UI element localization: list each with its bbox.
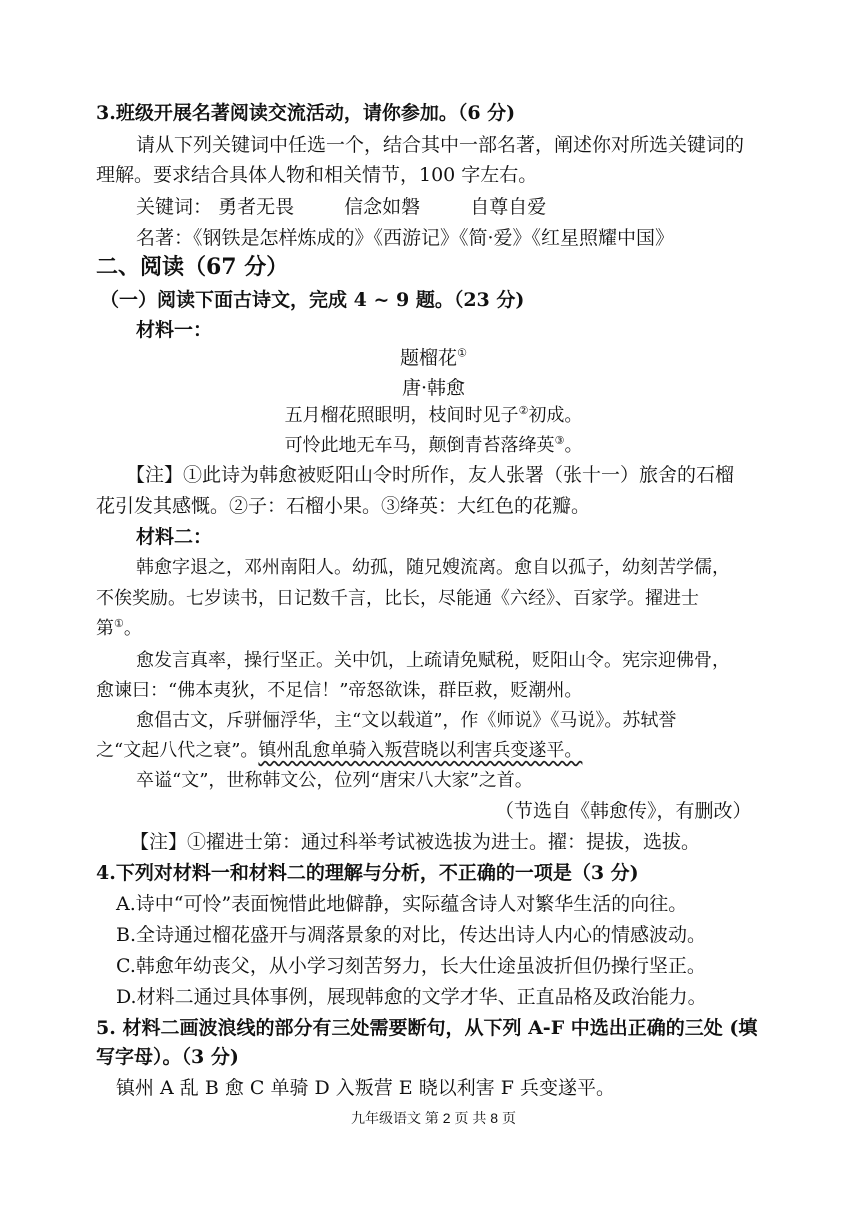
poem-line-1: 五月榴花照眼明，枝间时见子②初成。: [284, 404, 583, 426]
page-footer: 九年级语文 第 2 页 共 8 页: [351, 1110, 516, 1126]
q4-option-b: B.全诗通过榴花盛开与凋落景象的对比，传达出诗人内心的情感波动。: [116, 924, 707, 946]
material-2-label: 材料二：: [136, 526, 213, 548]
wavy-underlined-sentence: 镇州乱愈单骑入叛营晓以利害兵变遂平。: [258, 740, 583, 761]
q3-books: 名著：《钢铁是怎样炼成的》《西游记》《简·爱》《红星照耀中国》: [136, 227, 675, 249]
poem-line-2: 可怜此地无车马，颠倒青苔落绛英③。: [284, 434, 583, 456]
q3-title: 3.班级开展名著阅读交流活动，请你参加。（6 分): [96, 102, 516, 124]
q5-segmentation-line: 镇州 A 乱 B 愈 C 单骑 D 入叛营 E 晓以利害 F 兵变遂平。: [116, 1077, 615, 1099]
m2-p3-line1: 愈倡古文，斥骈俪浮华，主“文以载道”，作《师说》《马说》。苏轼誉: [136, 710, 677, 731]
m2-p1-line1: 韩愈字退之，邓州南阳人。幼孤，随兄嫂流离。愈自以孤子，幼刻苦学儒，: [136, 557, 730, 578]
q5-title-line2: 写字母）。（3 分): [96, 1046, 239, 1068]
keyword-1: 勇者无畏: [218, 196, 295, 218]
m2-p2-line2: 愈谏曰：“佛本夷狄，不足信！”帝怒欲诛，群臣救，贬潮州。: [96, 680, 583, 701]
section-2-title: 二、阅读（67 分）: [96, 254, 289, 280]
m2-p2-line1: 愈发言真率，操行坚正。关中饥，上疏请免赋税，贬阳山令。宪宗迎佛骨，: [136, 650, 730, 671]
poem-title: 题榴花①: [400, 346, 467, 369]
q3-prompt-line1: 请从下列关键词中任选一个，结合其中一部名著，阐述你对所选关键词的: [136, 134, 745, 156]
q5-title-line1: 5. 材料二画波浪线的部分有三处需要断句，从下列 A-F 中选出正确的三处 (填: [96, 1017, 758, 1039]
note-1-line1: 【注】①此诗为韩愈被贬阳山令时所作，友人张署（张十一）旅舍的石榴: [126, 464, 735, 486]
note-2: 【注】①擢进士第：通过科举考试被选拔为进士。擢：提拔，选拔。: [130, 831, 701, 853]
m2-p4: 卒谥“文”，世称韩文公，位列“唐宋八大家”之首。: [136, 770, 533, 791]
poem-author: 唐·韩愈: [401, 377, 466, 399]
material-1-label: 材料一：: [136, 319, 213, 341]
m2-p1-line3: 第①。: [96, 617, 142, 639]
q4-title: 4.下列对材料一和材料二的理解与分析，不正确的一项是（3 分): [96, 862, 639, 884]
m2-p1-line2: 不俟奖励。七岁读书，日记数千言，比长，尽能通《六经》、百家学。擢进士: [96, 588, 699, 609]
poem-title-note: ①: [457, 346, 467, 360]
q4-option-a: A.诗中“可怜”表面惋惜此地僻静，实际蕴含诗人对繁华生活的向往。: [116, 893, 688, 915]
keyword-3: 自尊自爱: [470, 196, 547, 218]
q4-option-c: C.韩愈年幼丧父，从小学习刻苦努力，长大仕途虽波折但仍操行坚正。: [116, 955, 706, 977]
source-citation: （节选自《韩愈传》，有删改）: [495, 800, 752, 822]
keyword-2: 信念如磐: [344, 196, 421, 218]
q4-option-d: D.材料二通过具体事例，展现韩愈的文学才华、正直品格及政治能力。: [116, 986, 707, 1008]
note-1-line2: 花引发其感慨。②子：石榴小果。③绛英：大红色的花瓣。: [96, 495, 591, 517]
part-1-title: （一）阅读下面古诗文，完成 4 ~ 9 题。（23 分): [100, 289, 525, 311]
keywords-label: 关键词：: [136, 196, 213, 218]
q3-keywords: [136, 194, 546, 220]
q3-prompt-line2: 理解。要求结合具体人物和相关情节，100 字左右。: [96, 164, 538, 186]
m2-p3-line2: 之“文起八代之衰”。镇州乱愈单骑入叛营晓以利害兵变遂平。: [96, 740, 583, 761]
